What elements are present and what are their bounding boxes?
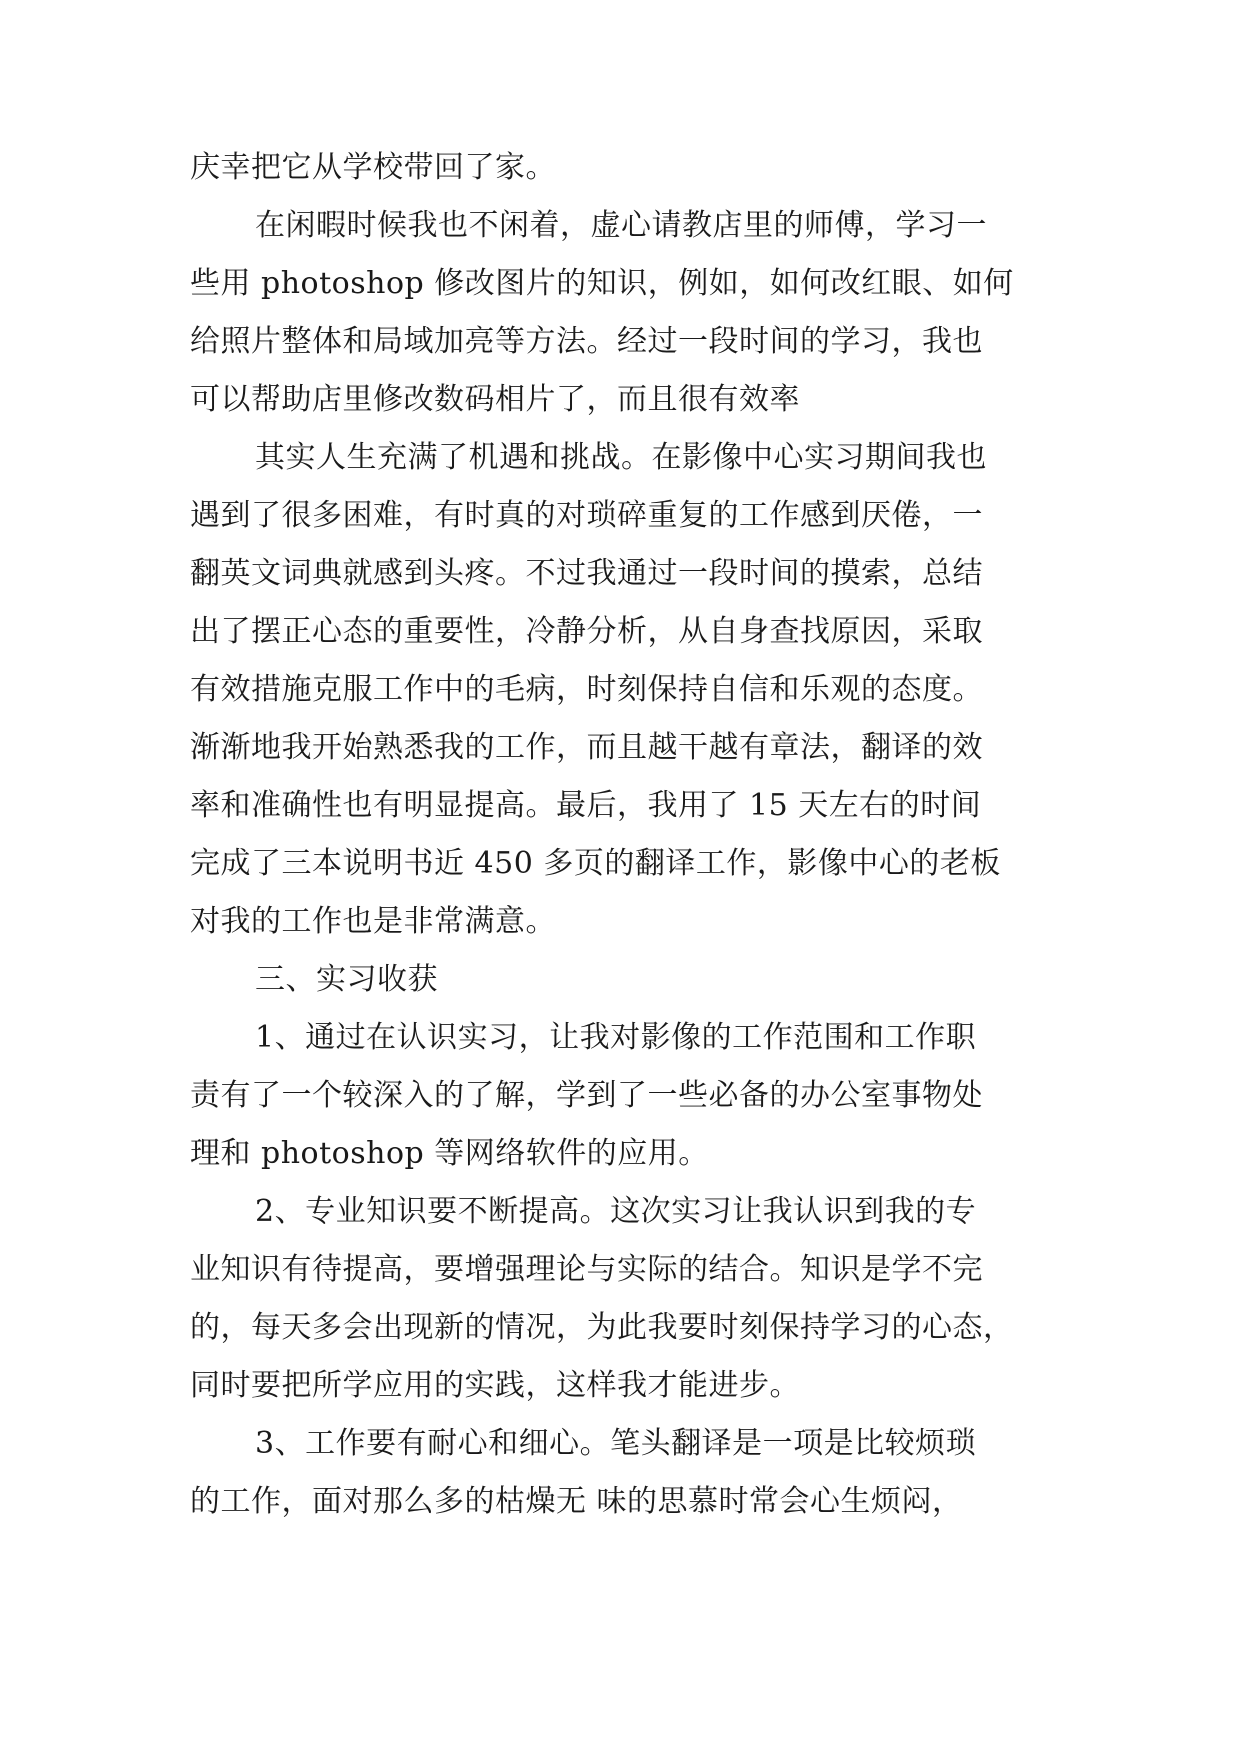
text-line: 率和准确性也有明显提高。最后，我用了 15 天左右的时间 bbox=[190, 788, 982, 823]
text-line: 出了摆正心态的重要性，冷静分析，从自身查找原因，采取 bbox=[190, 614, 983, 649]
text-line: 业知识有待提高，要增强理论与实际的结合。知识是学不完 bbox=[190, 1252, 983, 1287]
text-line: 对我的工作也是非常满意。 bbox=[190, 904, 556, 939]
section-heading: 三、实习收获 bbox=[255, 962, 438, 997]
text-line: 些用 photoshop 修改图片的知识，例如，如何改红眼、如何 bbox=[190, 266, 1014, 301]
text-line: 的，每天多会出现新的情况，为此我要时刻保持学习的心态， bbox=[190, 1310, 1014, 1345]
text-line: 在闲暇时候我也不闲着，虚心请教店里的师傅，学习一 bbox=[255, 208, 987, 243]
text-line: 责有了一个较深入的了解，学到了一些必备的办公室事物处 bbox=[190, 1078, 983, 1113]
text-line: 给照片整体和局域加亮等方法。经过一段时间的学习，我也 bbox=[190, 324, 983, 359]
text-line: 3、工作要有耐心和细心。笔头翻译是一项是比较烦琐 bbox=[255, 1426, 977, 1461]
text-line: 翻英文词典就感到头疼。不过我通过一段时间的摸索，总结 bbox=[190, 556, 983, 591]
text-line: 的工作，面对那么多的枯燥无 味的思慕时常会心生烦闷， bbox=[190, 1484, 963, 1519]
text-line: 2、专业知识要不断提高。这次实习让我认识到我的专 bbox=[255, 1194, 977, 1229]
text-line: 理和 photoshop 等网络软件的应用。 bbox=[190, 1136, 709, 1171]
text-line: 有效措施克服工作中的毛病，时刻保持自信和乐观的态度。 bbox=[190, 672, 983, 707]
text-line: 完成了三本说明书近 450 多页的翻译工作，影像中心的老板 bbox=[190, 846, 1001, 881]
text-line: 可以帮助店里修改数码相片了，而且很有效率 bbox=[190, 382, 800, 417]
text-line: 遇到了很多困难，有时真的对琐碎重复的工作感到厌倦，一 bbox=[190, 498, 983, 533]
text-line: 庆幸把它从学校带回了家。 bbox=[190, 150, 556, 185]
text-line: 1、通过在认识实习，让我对影像的工作范围和工作职 bbox=[255, 1020, 977, 1055]
text-line: 其实人生充满了机遇和挑战。在影像中心实习期间我也 bbox=[255, 440, 987, 475]
text-line: 渐渐地我开始熟悉我的工作，而且越干越有章法，翻译的效 bbox=[190, 730, 983, 765]
text-line: 同时要把所学应用的实践，这样我才能进步。 bbox=[190, 1368, 800, 1403]
